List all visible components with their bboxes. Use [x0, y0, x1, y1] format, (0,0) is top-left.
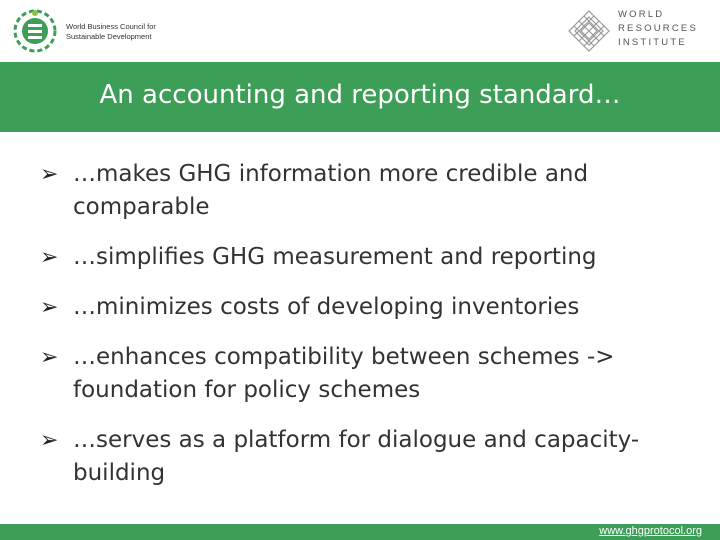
bullet-item [40, 158, 700, 224]
footer-bar [0, 524, 720, 540]
wbcsd-logo-text [66, 22, 156, 42]
wri-logo-line1: WORLD [618, 9, 665, 20]
wbcsd-logo-line1: World Business Council for [66, 22, 156, 31]
bullet-text: …minimizes costs of developing inventories [73, 294, 580, 320]
wbcsd-logo-line2: Sustainable Development [66, 32, 152, 41]
wri-logo-line3: INSTITUTE [618, 37, 687, 48]
wbcsd-globe-logo-icon [12, 8, 58, 54]
bullet-item [40, 241, 700, 274]
bullet-list [40, 158, 700, 507]
wbcsd-logo [12, 8, 212, 56]
slide-header [0, 0, 720, 62]
wri-logo-line2: RESOURCES [618, 23, 698, 34]
bullet-item [40, 291, 700, 324]
bullet-item [40, 424, 700, 490]
arrow-bullet-icon: ➢ [40, 428, 59, 453]
wri-logo [566, 6, 716, 56]
arrow-bullet-icon: ➢ [40, 345, 59, 370]
bullet-text: …enhances compatibility between schemes -> foundation for policy schemes [73, 344, 615, 403]
title-band [0, 62, 720, 132]
arrow-bullet-icon: ➢ [40, 245, 59, 270]
wri-logo-text [618, 8, 698, 50]
arrow-bullet-icon: ➢ [40, 162, 59, 187]
bullet-item [40, 341, 700, 407]
footer-url-link[interactable]: www.ghgprotocol.org [599, 525, 702, 537]
bullet-text: …simplifies GHG measurement and reporting [73, 244, 597, 270]
wri-knot-logo-icon [566, 8, 612, 54]
arrow-bullet-icon: ➢ [40, 295, 59, 320]
bullet-text: …makes GHG information more credible and comparable [73, 161, 589, 220]
slide-title: An accounting and reporting standard… [99, 80, 621, 110]
bullet-text: …serves as a platform for dialogue and capacity-building [73, 427, 640, 486]
